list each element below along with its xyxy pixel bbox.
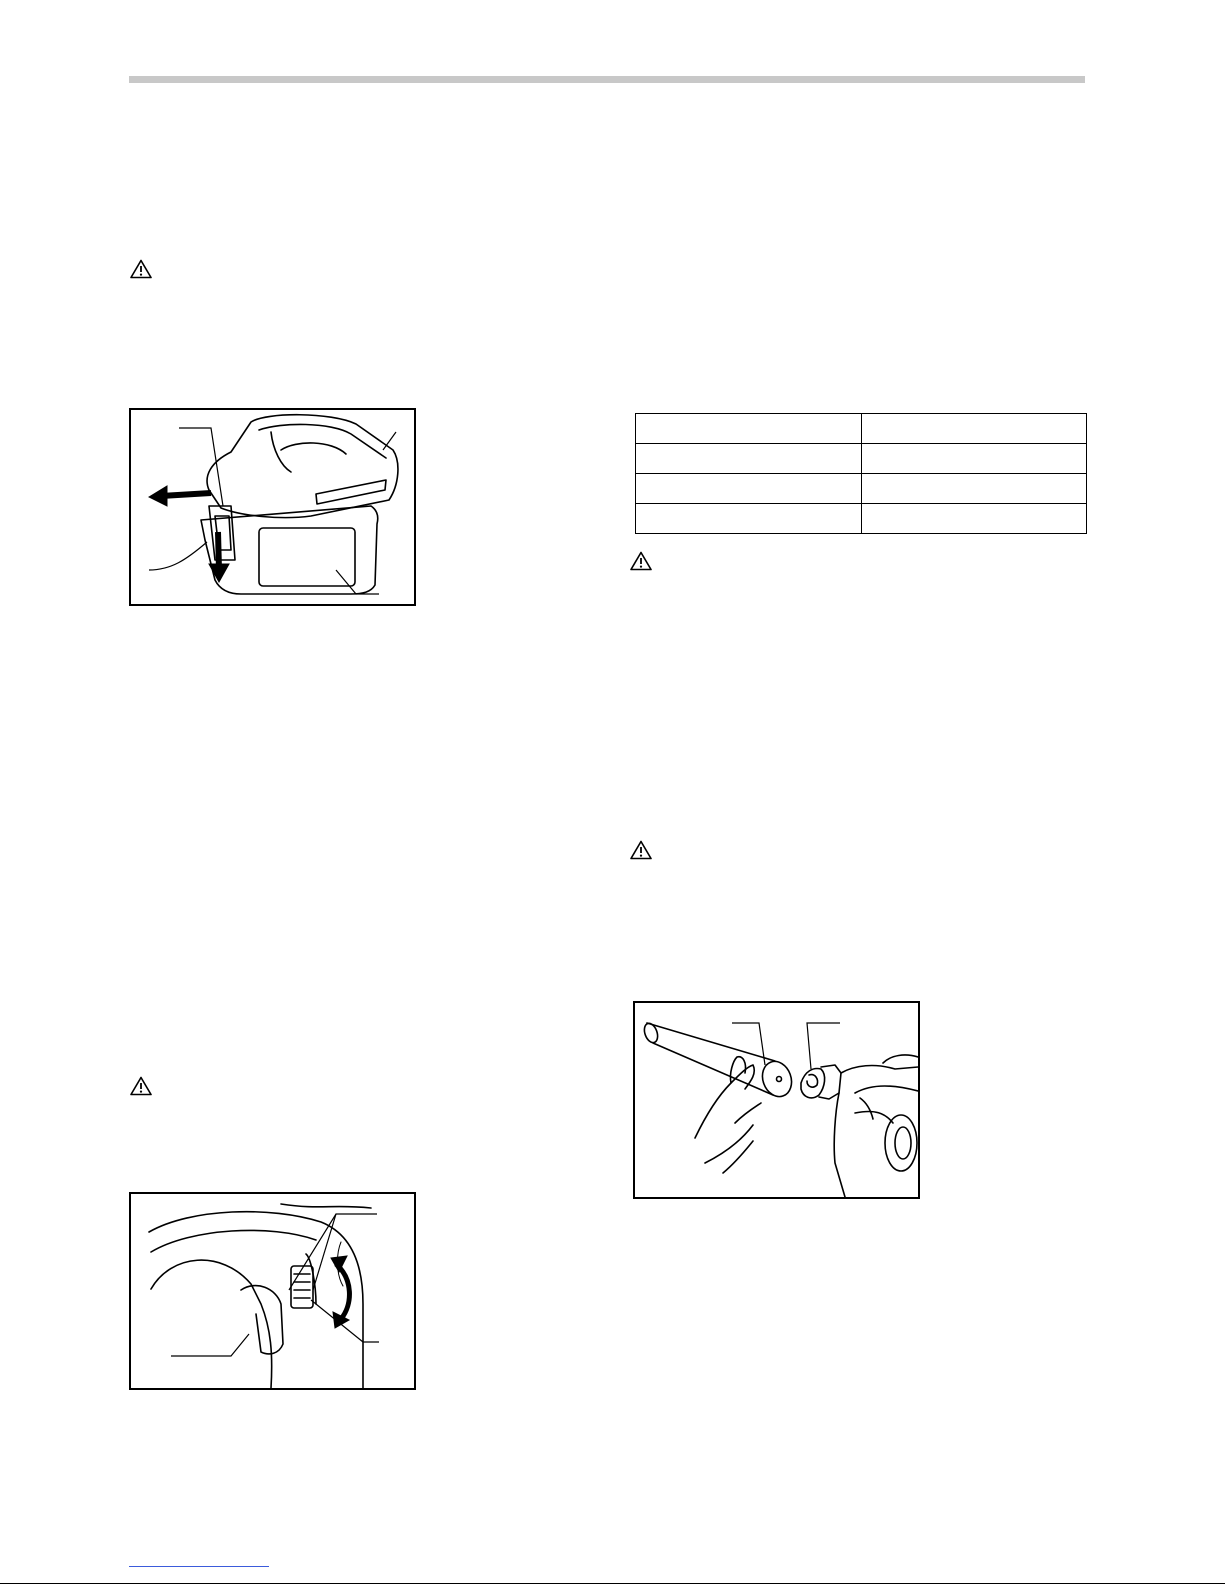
nozzle-install-illustration [635, 1003, 918, 1197]
footer-rule [0, 1583, 1225, 1584]
speed-adjusting-dial-illustration [131, 1194, 414, 1388]
table-cell [861, 414, 1087, 444]
table-row [636, 444, 1087, 474]
table-cell [861, 444, 1087, 474]
figure-speed-dial [129, 1192, 416, 1390]
table-cell [636, 504, 862, 534]
warning-triangle-icon [630, 551, 652, 571]
table-cell [636, 474, 862, 504]
spec-table [635, 413, 1087, 534]
table-row [636, 504, 1087, 534]
table-cell [861, 504, 1087, 534]
table-row [636, 474, 1087, 504]
warning-triangle-icon [630, 840, 652, 860]
footer-link-underline [129, 1566, 269, 1567]
table-cell [636, 444, 862, 474]
figure-battery-removal [129, 408, 416, 606]
table-cell [636, 414, 862, 444]
table-row [636, 414, 1087, 444]
header-rule [129, 76, 1085, 83]
battery-cartridge-illustration [131, 410, 414, 604]
figure-nozzle-install [633, 1001, 920, 1199]
table-cell [861, 474, 1087, 504]
warning-triangle-icon [130, 1076, 152, 1096]
warning-triangle-icon [130, 259, 152, 279]
